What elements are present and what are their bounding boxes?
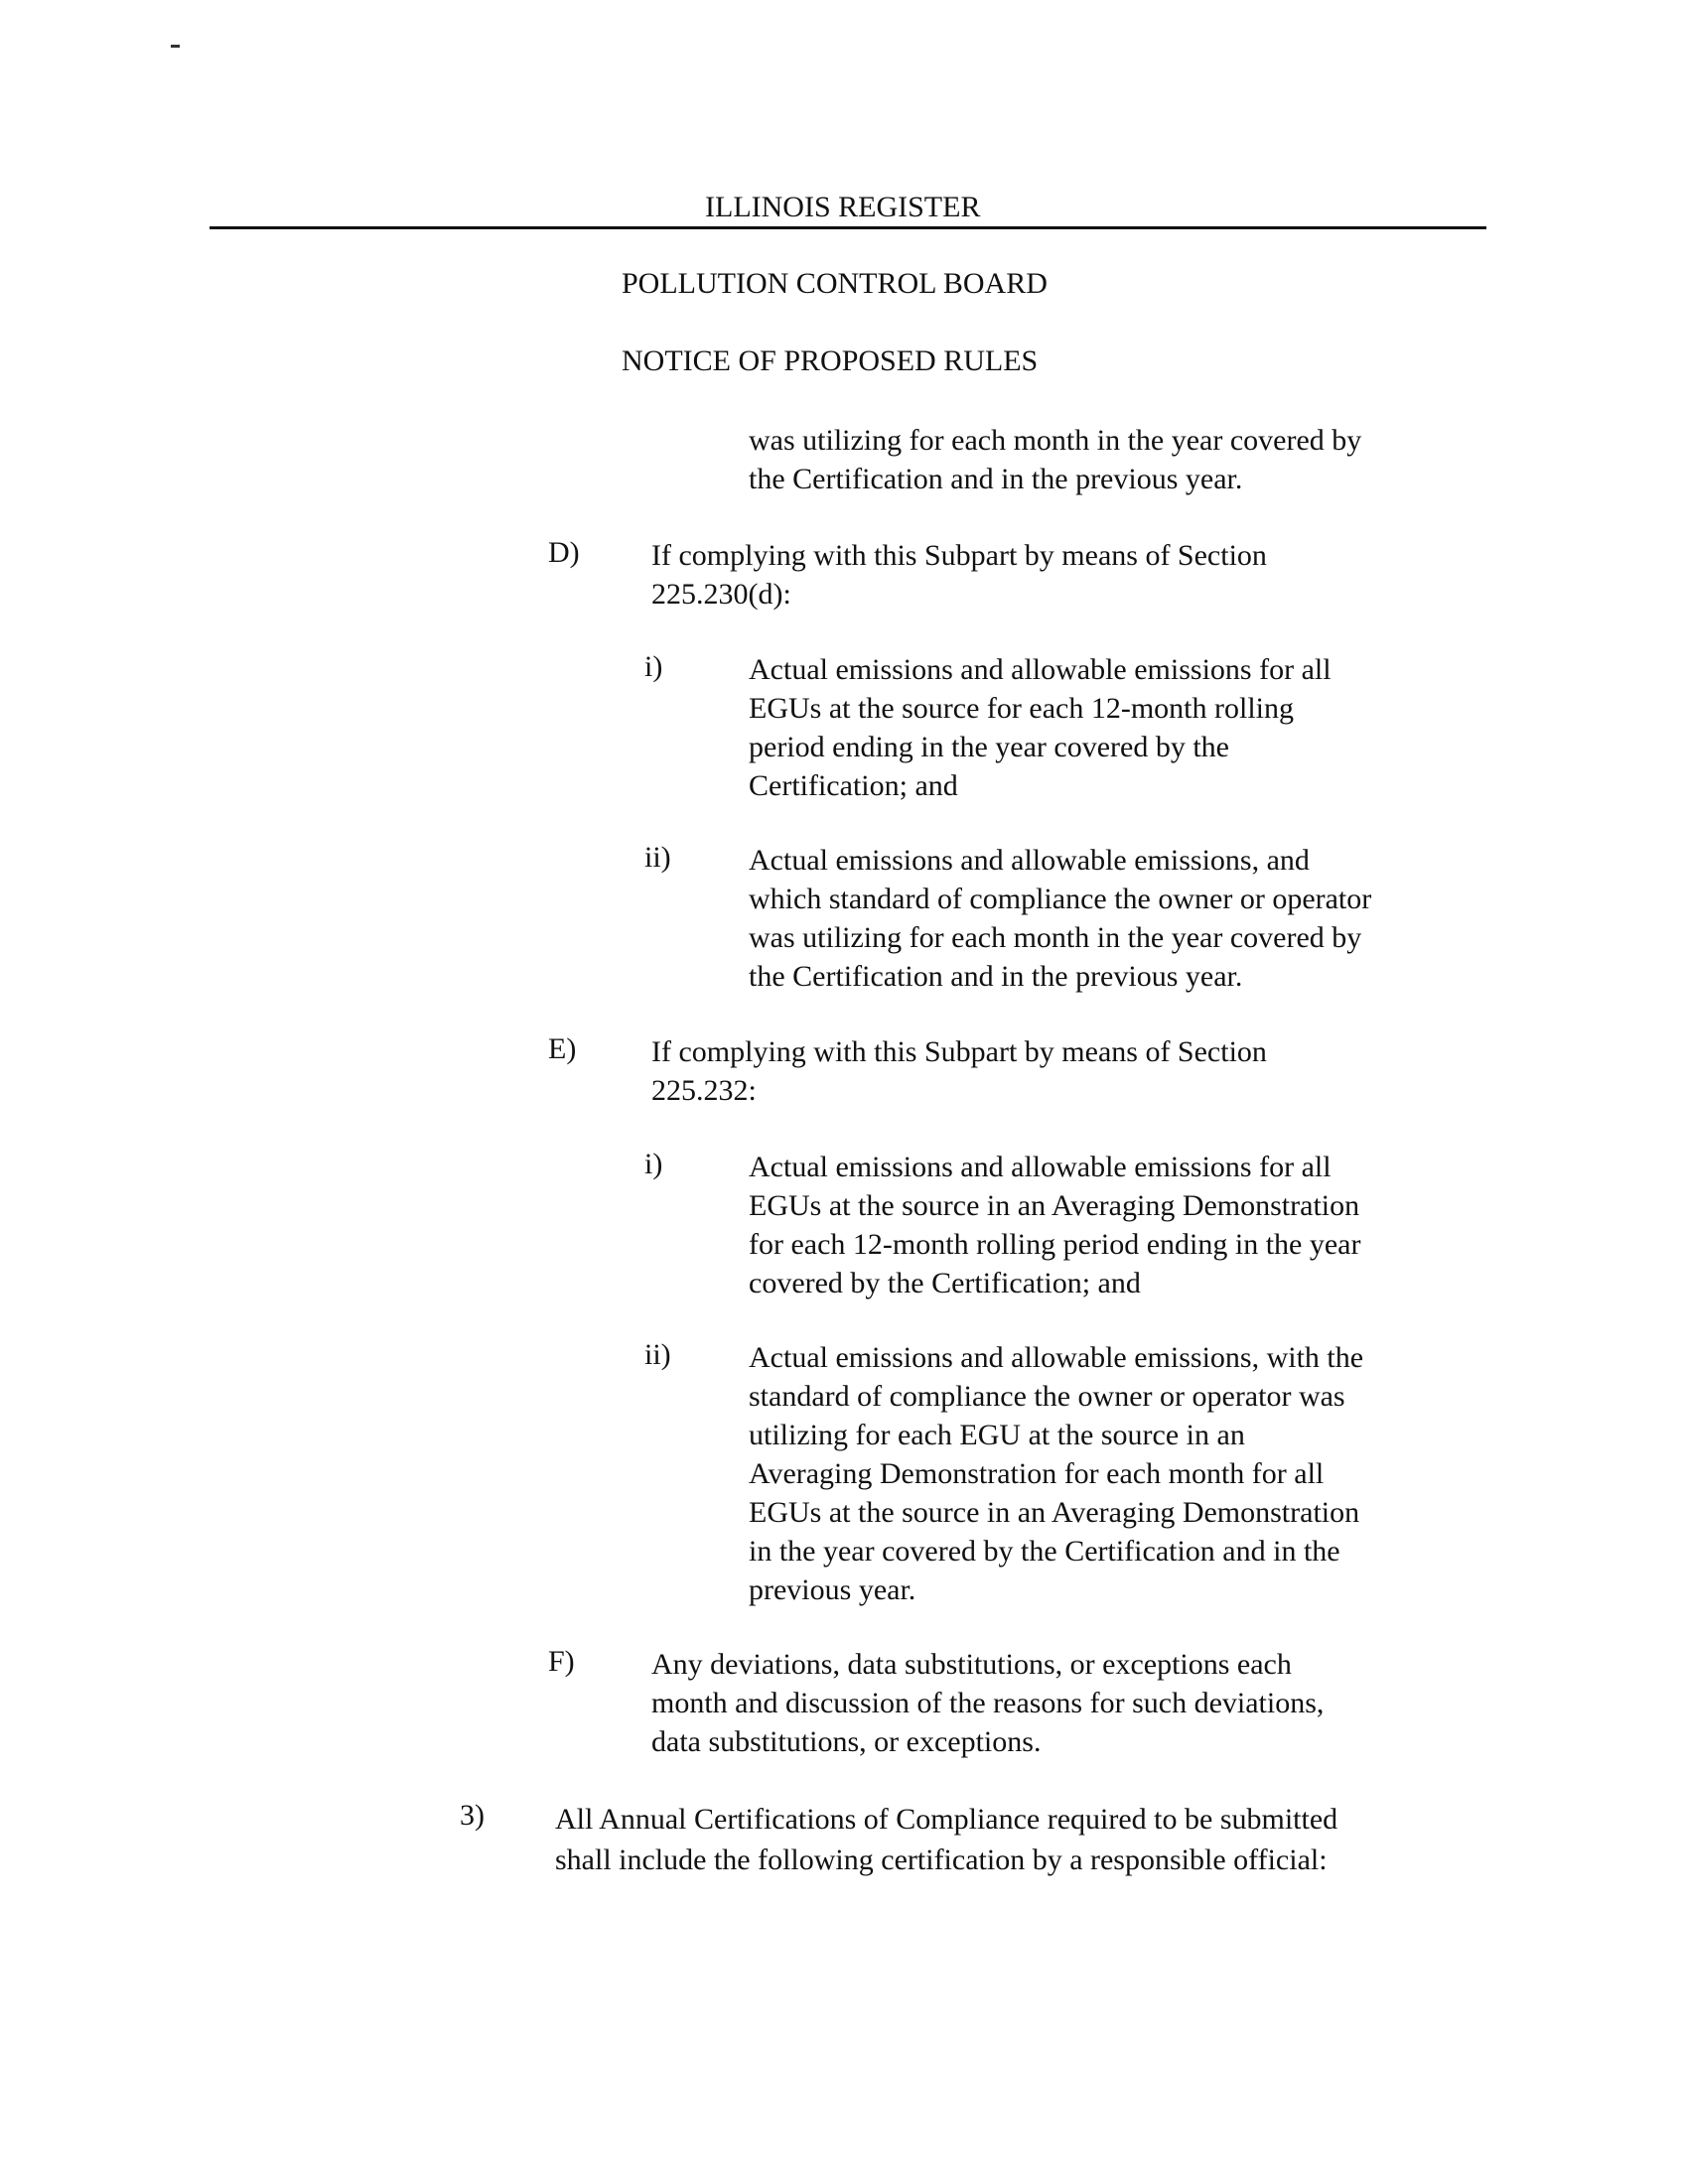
text-line: data substitutions, or exceptions. — [651, 1725, 1042, 1758]
text-line: previous year. — [749, 1573, 916, 1606]
text-line: was utilizing for each month in the year covered by — [749, 424, 1362, 457]
item-e-text — [651, 1032, 1267, 1110]
item-e-i-text — [749, 1148, 1360, 1302]
text-line: which standard of compliance the owner or operator — [749, 883, 1372, 915]
text-line: the Certification and in the previous year. — [749, 960, 1243, 993]
text-line: All Annual Certifications of Compliance required to be submitted — [555, 1803, 1338, 1836]
text-line: for each 12-month rolling period ending in the year — [749, 1228, 1361, 1261]
text-line: covered by the Certification; and — [749, 1267, 1141, 1299]
scan-artifact — [171, 45, 180, 48]
text-line: the Certification and in the previous year. — [749, 463, 1243, 495]
item-3-text — [555, 1799, 1337, 1880]
item-label-d: D) — [548, 536, 580, 569]
text-line: was utilizing for each month in the year covered by — [749, 921, 1362, 954]
item-e-ii-text — [749, 1338, 1363, 1609]
item-label-e: E) — [548, 1032, 577, 1065]
text-line: If complying with this Subpart by means of Section — [651, 539, 1267, 572]
item-label-e-ii: ii) — [644, 1338, 671, 1371]
item-d-ii-text — [749, 841, 1371, 996]
item-label-e-i: i) — [644, 1148, 663, 1180]
item-d-text — [651, 536, 1267, 614]
text-line: Actual emissions and allowable emissions for all — [749, 1151, 1332, 1183]
item-label-d-i: i) — [644, 650, 663, 683]
notice-title: NOTICE OF PROPOSED RULES — [622, 344, 1039, 377]
header-rule — [210, 226, 1486, 229]
item-d-i-text — [749, 650, 1332, 805]
text-line: EGUs at the source in an Averaging Demonstration — [749, 1496, 1360, 1529]
item-f-text — [651, 1645, 1324, 1761]
text-line: Actual emissions and allowable emissions for all — [749, 653, 1332, 686]
text-line: period ending in the year covered by the — [749, 731, 1229, 763]
text-line: shall include the following certification by a responsible official: — [555, 1843, 1328, 1876]
text-line: month and discussion of the reasons for such deviations, — [651, 1687, 1325, 1719]
text-line: in the year covered by the Certification and in the — [749, 1535, 1340, 1568]
text-line: Actual emissions and allowable emissions, with the — [749, 1341, 1364, 1374]
text-line: EGUs at the source for each 12-month rolling — [749, 692, 1295, 725]
text-line: EGUs at the source in an Averaging Demonstration — [749, 1189, 1360, 1222]
item-label-d-ii: ii) — [644, 841, 671, 874]
text-line: standard of compliance the owner or operator was — [749, 1380, 1345, 1413]
text-line: Actual emissions and allowable emissions, and — [749, 844, 1310, 877]
text-line: If complying with this Subpart by means of Section — [651, 1035, 1267, 1068]
text-line: Any deviations, data substitutions, or exceptions each — [651, 1648, 1292, 1681]
text-line: Averaging Demonstration for each month for all — [749, 1457, 1325, 1490]
text-line: Certification; and — [749, 769, 958, 802]
item-label-f: F) — [548, 1645, 575, 1678]
agency-name: POLLUTION CONTROL BOARD — [622, 267, 1048, 300]
register-title: ILLINOIS REGISTER — [705, 191, 981, 223]
text-line: 225.230(d): — [651, 578, 791, 611]
text-line: utilizing for each EGU at the source in an — [749, 1419, 1245, 1451]
continuation-text — [749, 421, 1361, 498]
text-line: 225.232: — [651, 1074, 757, 1107]
item-label-3: 3) — [460, 1799, 485, 1832]
